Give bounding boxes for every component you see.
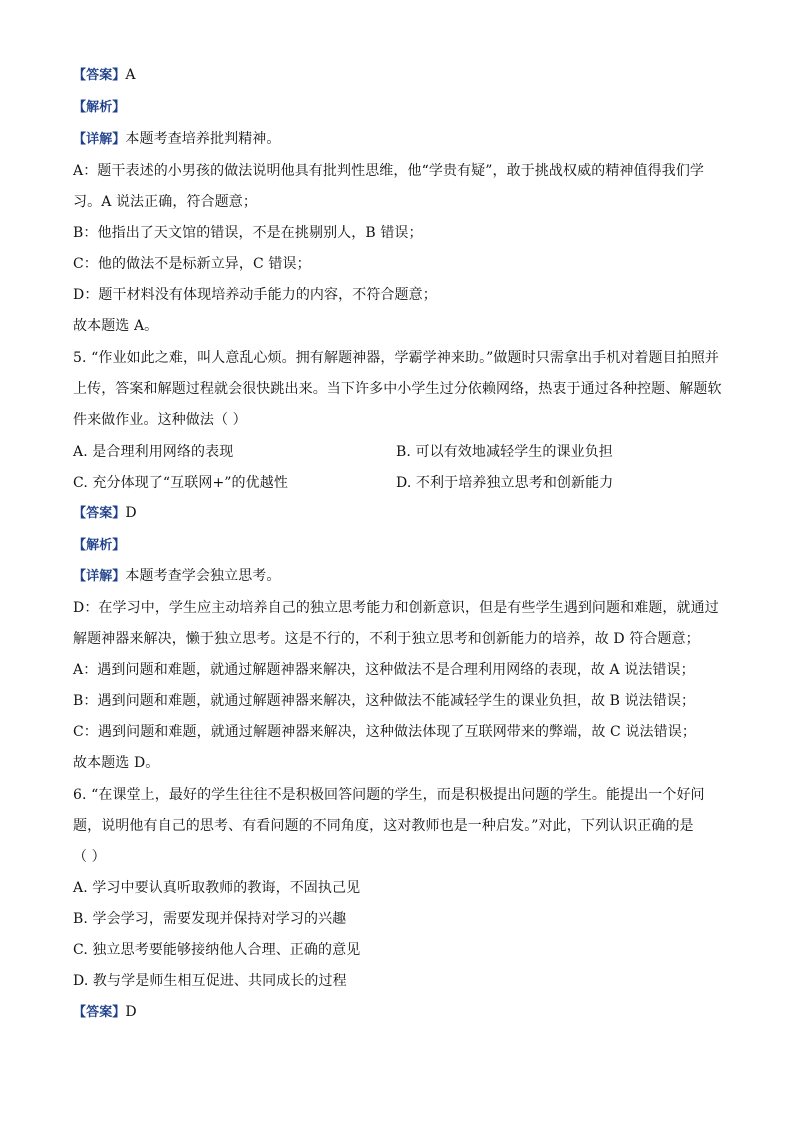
question-stem-line: （ ） — [73, 849, 106, 865]
answer-line-q6 — [73, 1002, 137, 1023]
option-d: D. 不利于培养独立思考和创新能力 — [396, 475, 614, 491]
explanation-line: C：他的做法不是标新立异，C 错误； — [73, 256, 311, 272]
explanation-line: B：遇到问题和难题，就通过解题神器来解决，这种做法不能减轻学生的课业负担，故 B 说法错误； — [73, 693, 696, 709]
option-c: C. 充分体现了“互联网+”的优越性 — [73, 475, 288, 491]
option-d: D. 教与学是师生相互促进、共同成长的过程 — [73, 973, 347, 989]
option-b: B. 可以有效地减轻学生的课业负担 — [396, 444, 613, 460]
option-b: B. 学会学习，需要发现并保持对学习的兴趣 — [73, 911, 347, 927]
question-stem-line: 6. “在课堂上，最好的学生往往不是积极回答问题的学生，而是积极提出问题的学生。能提出一个好问 — [73, 787, 705, 803]
analysis-heading-q4 — [73, 97, 125, 118]
explanation-line: A：题干表述的小男孩的做法说明他具有批判性思维，他“学贵有疑”，敢于挑战权威的精神值得我们学 — [73, 163, 705, 179]
analysis-heading-q5 — [73, 535, 125, 556]
answer-tag: 【答案】 — [73, 506, 126, 521]
explanation-line: D：题干材料没有体现培养动手能力的内容，不符合题意； — [73, 287, 437, 303]
question-stem-line: 上传，答案和解题过程就会很快跳出来。当下许多中小学生过分依赖网络，热衷于通过各种控题、解题软 — [73, 381, 722, 397]
explanation-line: C：遇到问题和难题，就通过解题神器来解决，这种做法体现了互联网带来的弊端，故 C 说法错误； — [73, 724, 696, 740]
answer-line-q5 — [73, 503, 137, 524]
answer-value: D — [125, 505, 137, 521]
detail-line-q4 — [73, 129, 281, 150]
explanation-line: 习。A 说法正确，符合题意； — [73, 194, 257, 210]
detail-text: 本题考查培养批判精神。 — [125, 131, 281, 147]
option-a: A. 学习中要认真听取教师的教诲，不固执己见 — [73, 880, 361, 896]
answer-value: D — [125, 1004, 137, 1020]
explanation-line: A：遇到问题和难题，就通过解题神器来解决，这种做法不是合理利用网络的表现，故 A 说法错误； — [73, 662, 695, 678]
conclusion-line: 故本题选 D。 — [73, 755, 160, 771]
analysis-tag: 【解析】 — [73, 100, 126, 115]
question-stem-line: 件来做作业。这种做法（ ） — [73, 412, 247, 428]
answer-value: A — [125, 67, 136, 83]
conclusion-line: 故本题选 A。 — [73, 318, 159, 334]
option-c: C. 独立思考要能够接纳他人合理、正确的意见 — [73, 942, 361, 958]
detail-tag: 【详解】 — [73, 569, 126, 584]
question-stem-line: 5. “作业如此之难，叫人意乱心烦。拥有解题神器，学霸学神来助。”做题时只需拿出手机对着题目拍照并 — [73, 350, 720, 366]
detail-line-q5 — [73, 566, 281, 587]
explanation-line: D：在学习中，学生应主动培养自己的独立思考能力和创新意识，但是有些学生遇到问题和难题，就通过 — [73, 600, 719, 616]
question-stem-line: 题，说明他有自己的思考、有看问题的不同角度，这对教师也是一种启发。”对此，下列认识正确的是 — [73, 818, 694, 834]
detail-tag: 【详解】 — [73, 132, 126, 147]
answer-line-q4 — [73, 65, 136, 86]
explanation-line: 解题神器来解决，懒于独立思考。这是不行的，不利于独立思考和创新能力的培养，故 D 符合题意； — [73, 631, 700, 647]
explanation-line: B：他指出了天文馆的错误，不是在挑剔别人，B 错误； — [73, 225, 423, 241]
answer-tag: 【答案】 — [73, 68, 126, 83]
answer-tag: 【答案】 — [73, 1005, 126, 1020]
analysis-tag: 【解析】 — [73, 538, 126, 553]
option-a: A. 是合理利用网络的表现 — [73, 444, 234, 460]
detail-text: 本题考查学会独立思考。 — [125, 568, 281, 584]
